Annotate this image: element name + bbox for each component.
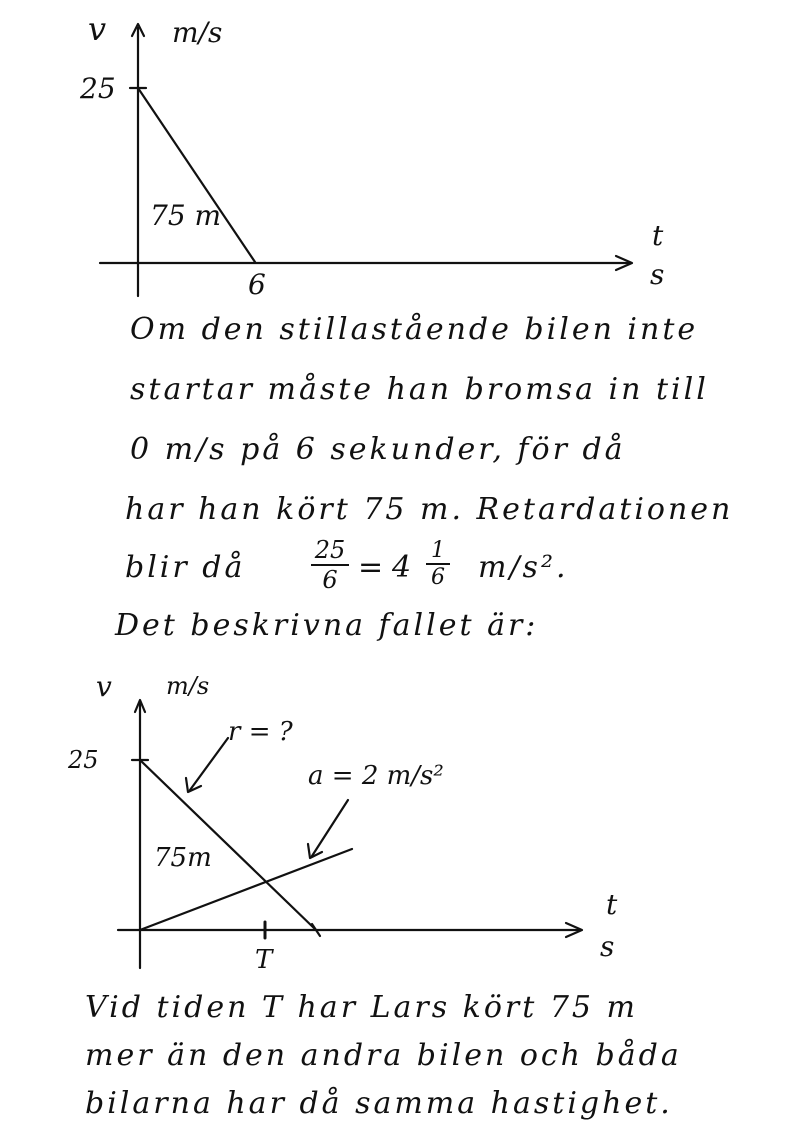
- graph2-label-a: a = 2 m/s²: [308, 761, 444, 791]
- text-line-conclusion-1: Vid tiden T har Lars kört 75 m: [85, 990, 638, 1025]
- formula-whole: 4: [392, 550, 415, 585]
- text-line-3: 0 m/s på 6 sekunder, för då: [130, 432, 626, 467]
- text-line-conclusion-3: bilarna har då samma hastighet.: [85, 1086, 673, 1121]
- graph2-accelerating-line: [140, 849, 352, 930]
- graph2-arrow-r: [190, 738, 228, 790]
- graph2-end-tick: [312, 924, 320, 936]
- fraction1-numerator: 25: [314, 536, 346, 564]
- graph2-x-symbol: t: [606, 888, 618, 921]
- graph2-y-symbol: v: [96, 670, 112, 703]
- graph2-x-tick-label: T: [255, 945, 273, 975]
- graph2-x-arrow: [566, 923, 582, 937]
- text-line-conclusion-2: mer än den andra bilen och båda: [85, 1038, 682, 1073]
- formula-equals: =: [358, 550, 387, 585]
- graph2-y-unit: m/s: [166, 672, 210, 700]
- graph2-label-r: r = ?: [228, 717, 293, 747]
- graph2-y-arrow: [135, 700, 145, 712]
- graph2-arrow-a-head: [308, 844, 322, 858]
- formula-prefix: blir då: [125, 550, 246, 585]
- graph1-velocity-line: [138, 88, 255, 262]
- graph1-y-symbol: v: [88, 10, 107, 48]
- text-line-described-case: Det beskrivna fallet är:: [115, 608, 539, 643]
- graph1-x-symbol: t: [652, 219, 664, 252]
- text-line-4: har han kört 75 m. Retardationen: [125, 492, 734, 527]
- graph-1: [0, 0, 800, 320]
- graph1-y-tick-label: 25: [80, 72, 116, 105]
- fraction-25-over-6: [305, 536, 355, 594]
- graph1-area-label: 75 m: [150, 199, 222, 232]
- graph2-area-label: 75m: [154, 843, 212, 873]
- text-line-2: startar måste han bromsa in till: [130, 372, 709, 407]
- text-line-1: Om den stillastående bilen inte: [130, 312, 699, 347]
- fraction2-numerator: 1: [431, 538, 445, 563]
- fraction-1-over-6: [420, 538, 456, 590]
- fraction1-denominator: 6: [322, 566, 338, 594]
- graph1-x-tick-label: 6: [248, 268, 266, 301]
- graph1-y-unit: m/s: [172, 16, 223, 49]
- graph2-x-unit: s: [600, 930, 615, 963]
- graph2-arrow-a: [312, 800, 348, 856]
- graph1-x-unit: s: [650, 258, 665, 291]
- graph2-y-tick-label: 25: [68, 746, 99, 774]
- fraction2-denominator: 6: [431, 565, 445, 590]
- formula-unit: m/s².: [478, 550, 569, 585]
- graph2-arrow-r-head: [186, 778, 201, 792]
- graph2-decelerating-line: [140, 760, 316, 930]
